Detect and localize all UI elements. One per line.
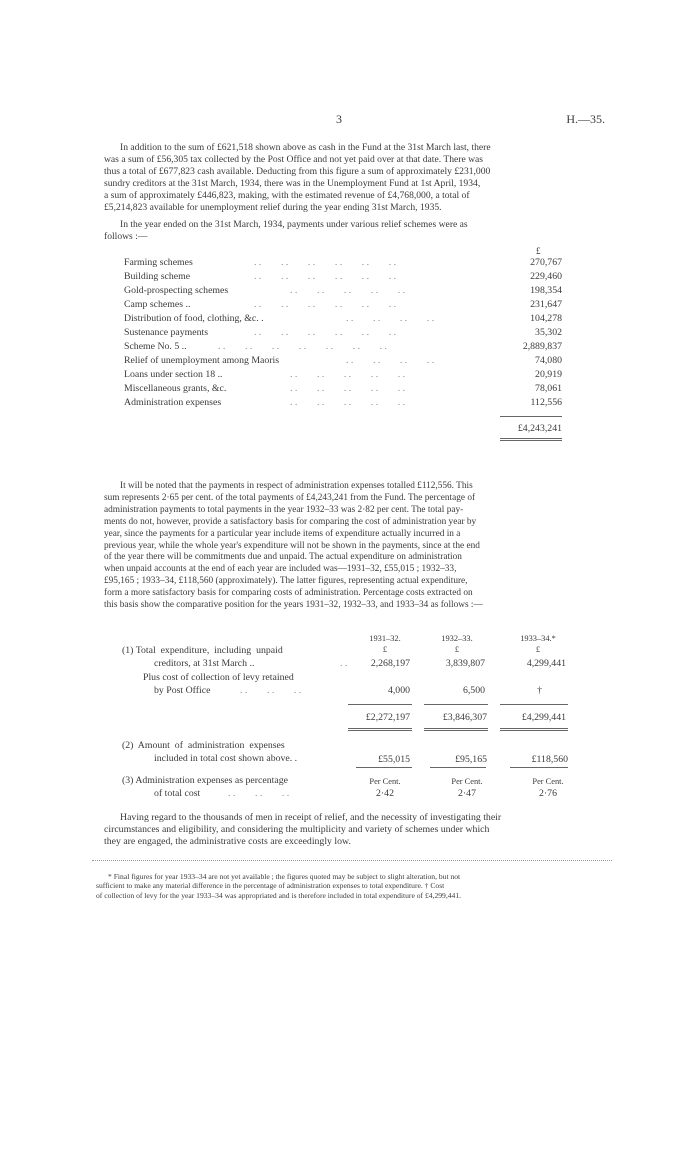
paragraph-line: follows :— — [104, 231, 148, 242]
paragraph-line: In addition to the sum of £621,518 shown above as cash in the Fund at the 31st March last, there — [120, 142, 491, 153]
paragraph-line: ments do not, however, provide a satisfactory basis for comparing the cost of administration year by — [104, 516, 477, 527]
payment-label: Loans under section 18 .. — [124, 369, 223, 380]
paragraph-line: of the year there will be commitments due and unpaid. The actual expenditure on administration — [104, 552, 462, 563]
row-label: Plus cost of collection of levy retained — [143, 672, 294, 683]
row-label: creditors, at 31st March .. — [154, 658, 255, 669]
paragraph-administration-expenses — [104, 481, 608, 612]
payment-amount: 35,302 — [535, 327, 562, 338]
paragraph-line: was a sum of £56,305 tax collected by the Post Office and not yet paid over at that date. There was — [104, 154, 484, 165]
value-cell: 2,268,197 — [370, 658, 410, 669]
leader-dots: . . . . . . . . . . — [290, 397, 406, 408]
paragraph-conclusion — [104, 812, 608, 849]
footnote-line: of collection of levy for the year 1933–34 was appropriated and is therefore included in total expenditure of £4,299,441. — [96, 890, 462, 900]
payment-label: Building scheme — [124, 271, 191, 282]
paragraph-line: year, since the payments for a particular year include items of expenditure actually incurred in a — [104, 528, 461, 539]
leader-dots: . . . . . . . . . . — [290, 369, 406, 380]
subtotal-double-rule — [500, 730, 568, 731]
value-cell: 4,299,441 — [526, 658, 566, 669]
leader-dots: . . . . . . . . . . . . . . — [218, 341, 387, 352]
subtotal-cell: £3,846,307 — [442, 712, 487, 723]
leader-dots: . . . . . . . . . . — [290, 383, 406, 394]
table-row — [124, 313, 562, 327]
total-rule — [500, 416, 562, 417]
paragraph-line: they are engaged, the administrative costs are exceedingly low. — [104, 836, 351, 848]
value-cell: 4,000 — [387, 685, 410, 696]
year-header: 1932–33. — [441, 634, 473, 643]
payment-amount: 198,354 — [530, 285, 562, 296]
subtotal-cell: £2,272,197 — [365, 712, 410, 723]
paragraph-cash-position — [104, 142, 608, 214]
payment-label: Sustenance payments — [124, 327, 209, 338]
paragraph-payments-intro — [104, 219, 608, 243]
table-row — [124, 299, 562, 313]
pound-sign: £ — [535, 645, 541, 654]
pound-sign: £ — [454, 645, 460, 654]
paragraph-line: circumstances and eligibility, and considering the multiplicity and variety of schemes under which — [104, 824, 490, 836]
leader-dots: . . . . . . . . — [346, 313, 435, 324]
leader-dots: . . . . . . . . . . . . — [254, 327, 397, 338]
paragraph-line: when unpaid accounts at the end of each year are included was—1931–32, £55,015 ; 1932–33, — [104, 564, 457, 575]
payment-label: Farming schemes — [124, 257, 193, 268]
table-row — [124, 383, 562, 397]
payment-label: Distribution of food, clothing, &c. . — [124, 313, 264, 324]
leader-dots: . . . . . . — [228, 788, 290, 799]
payment-amount: 112,556 — [530, 397, 562, 408]
footnote-line: * Final figures for year 1933–34 are not yet available ; the figures quoted may be subject to slight alteration, but not — [108, 872, 461, 881]
underline — [430, 767, 486, 768]
paragraph-line: sundry creditors at the 31st March, 1934, there was in the Unemployment Fund at 1st April, 1934, — [104, 178, 481, 189]
leader-dots: . . — [340, 658, 348, 669]
row-label: (2) Amount of administration expenses — [122, 740, 285, 751]
leader-dots: . . . . . . . . — [346, 355, 435, 366]
table-row — [124, 271, 562, 285]
table-row — [124, 397, 562, 411]
table-row — [124, 285, 562, 299]
subtotal-double-rule — [348, 728, 412, 729]
table-row — [124, 369, 562, 383]
subtotal-double-rule — [348, 730, 412, 731]
value-cell: 6,500 — [462, 685, 485, 696]
leader-dots: . . . . . . — [240, 685, 302, 696]
value-cell: 2·47 — [458, 788, 476, 799]
subtotal-double-rule — [500, 728, 568, 729]
subtotal-rule — [500, 704, 568, 705]
year-header: 1933–34.* — [520, 634, 556, 643]
table-row — [124, 355, 562, 369]
payment-amount: 229,460 — [530, 271, 562, 282]
row-label: included in total cost shown above. . — [154, 753, 298, 764]
subtotal-rule — [348, 704, 412, 705]
document-reference: H.—35. — [566, 112, 605, 126]
value-cell: † — [537, 685, 542, 696]
payment-label: Administration expenses — [124, 397, 222, 408]
payment-label: Camp schemes .. — [124, 299, 191, 310]
paragraph-line: thus a total of £677,823 cash available. Deducting from this figure a sum of approximately £231,000 — [104, 166, 491, 177]
leader-dots: . . . . . . . . . . — [290, 285, 406, 296]
paragraph-line: administration payments to total payments in the year 1932–33 was 2·82 per cent. The total pay- — [104, 504, 464, 515]
paragraph-line: In the year ended on the 31st March, 1934, payments under various relief schemes were as — [120, 219, 468, 230]
payments-total: £4,243,241 — [517, 423, 562, 434]
row-label: of total cost — [154, 788, 201, 799]
payment-label: Miscellaneous grants, &c. — [124, 383, 227, 394]
per-cent-label: Per Cent. — [369, 777, 401, 786]
per-cent-label: Per Cent. — [451, 777, 483, 786]
value-cell: £95,165 — [455, 754, 487, 765]
row-label: (3) Administration expenses as percentage — [122, 775, 288, 786]
total-double-rule — [500, 440, 562, 441]
subtotal-double-rule — [424, 728, 488, 729]
payment-amount: 231,647 — [530, 299, 562, 310]
paragraph-line: sum represents 2·65 per cent. of the total payments of £4,243,241 from the Fund. The percentage of — [104, 492, 476, 503]
table-row — [124, 257, 562, 271]
payment-amount: 20,919 — [535, 369, 562, 380]
payment-amount: 78,061 — [535, 383, 562, 394]
subtotal-rule — [424, 704, 488, 705]
payment-label: Gold-prospecting schemes — [124, 285, 229, 296]
paragraph-line: It will be noted that the payments in respect of administration expenses totalled £112,556. This — [120, 481, 473, 491]
value-cell: £118,560 — [531, 754, 568, 765]
payment-label: Relief of unemployment among Maoris — [124, 355, 280, 366]
paragraph-line: £5,214,823 available for unemployment relief during the year ending 31st March, 1935. — [104, 202, 442, 213]
leader-dots: . . . . . . . . . . . . — [254, 271, 397, 282]
table-row — [124, 327, 562, 341]
payment-amount: 270,767 — [530, 257, 562, 268]
year-header: 1931–32. — [369, 634, 401, 643]
footnote-separator — [92, 860, 612, 861]
value-cell: 2·76 — [539, 788, 557, 799]
payment-amount: 104,278 — [530, 313, 562, 324]
leader-dots: . . . . . . . . . . . . — [254, 299, 397, 310]
row-label: (1) Total expenditure, including unpaid — [122, 645, 283, 656]
currency-header: £ — [536, 246, 541, 256]
page-number: 3 — [336, 112, 342, 126]
paragraph-line: this basis show the comparative position for the years 1931–32, 1932–33, and 1933–34 as follows :— — [104, 600, 483, 611]
paragraph-line: Having regard to the thousands of men in receipt of relief, and the necessity of investigating their — [120, 812, 502, 823]
pound-sign: £ — [382, 645, 388, 654]
leader-dots: . . . . . . . . . . . . — [254, 257, 397, 268]
subtotal-cell: £4,299,441 — [521, 712, 566, 723]
value-cell: 2·42 — [376, 788, 394, 799]
underline — [510, 767, 568, 768]
footnote — [96, 872, 612, 900]
table-row — [124, 341, 562, 355]
paragraph-line: a sum of approximately £446,823, making, with the estimated revenue of £4,768,000, a total of — [104, 190, 470, 201]
payment-amount: 74,080 — [535, 355, 562, 366]
value-cell: £55,015 — [378, 754, 410, 765]
paragraph-line: form a more satisfactory basis for comparing costs of administration. Percentage costs extracted on — [104, 588, 473, 599]
paragraph-line: previous year, while the whole year's expenditure will not be shown in the payments, since at the end — [104, 540, 480, 551]
subtotal-double-rule — [424, 730, 488, 731]
footnote-line: sufficient to make any material difference in the percentage of administration expenses to total expenditure. † Cost — [96, 881, 445, 891]
row-label: by Post Office — [154, 685, 211, 696]
paragraph-line: £95,165 ; 1933–34, £118,560 (approximately). The latter figures, representing actual expenditure, — [104, 576, 468, 587]
payment-amount: 2,889,837 — [522, 341, 562, 352]
per-cent-label: Per Cent. — [532, 777, 564, 786]
total-double-rule — [500, 438, 562, 439]
underline — [356, 767, 412, 768]
value-cell: 3,839,807 — [445, 658, 485, 669]
payment-label: Scheme No. 5 .. — [124, 341, 187, 352]
